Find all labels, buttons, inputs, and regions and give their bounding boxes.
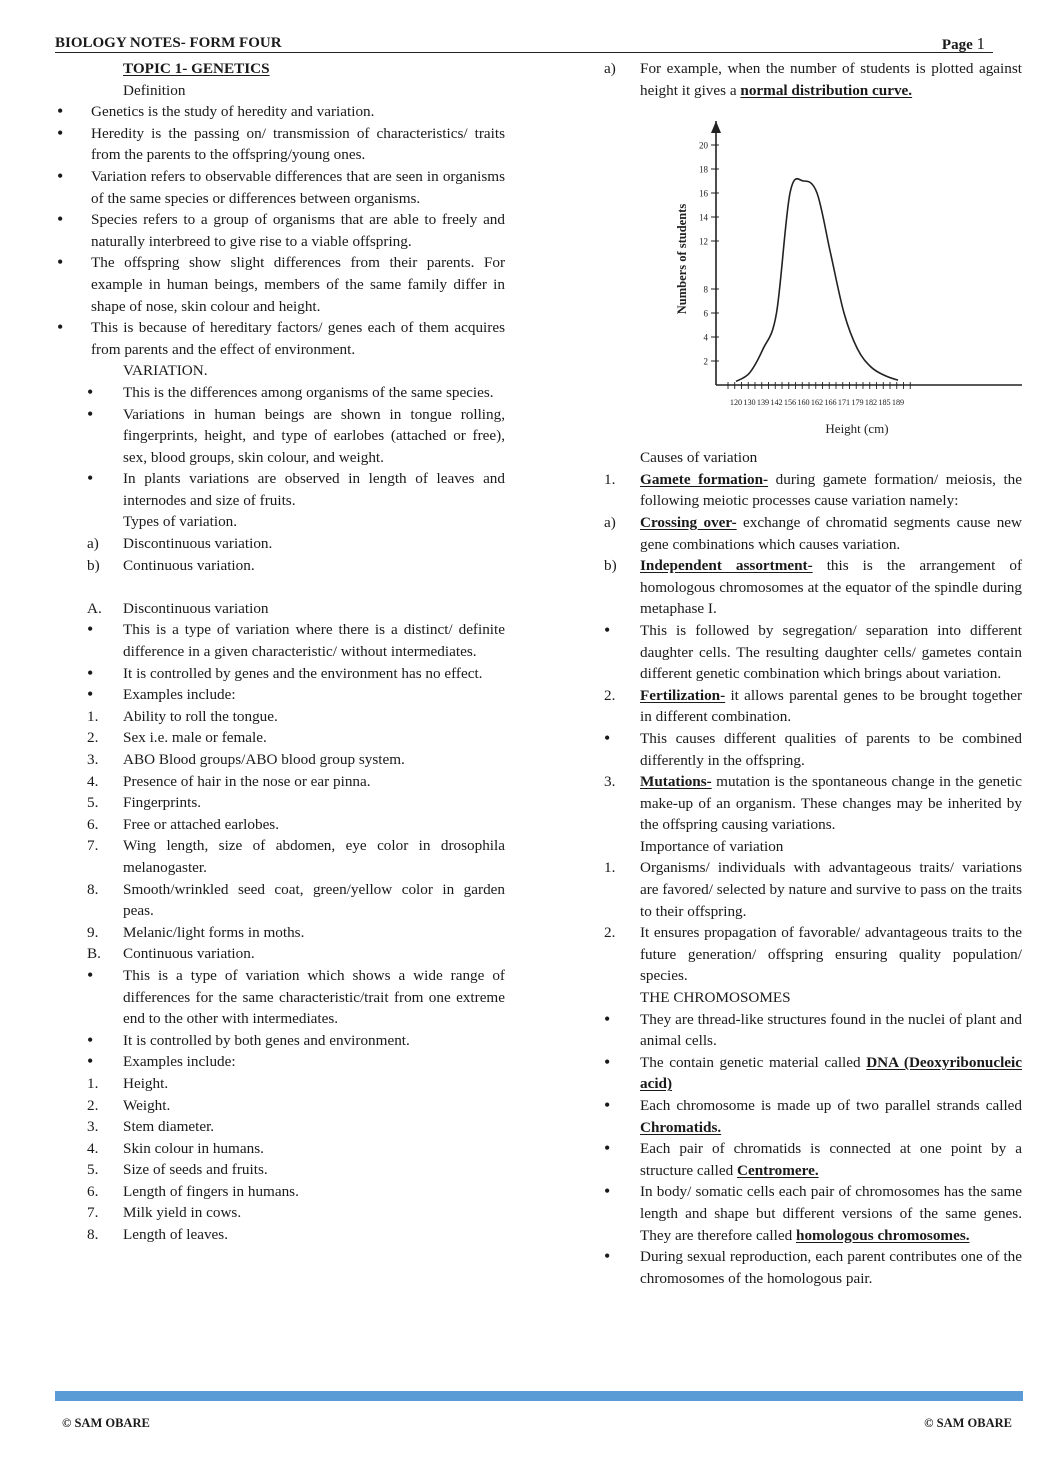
definition-bullet: • Genetics is the study of heredity and variation. xyxy=(57,101,375,122)
types-list xyxy=(55,533,505,576)
x-axis-label: Height (cm) xyxy=(825,421,889,437)
y-axis-arrow xyxy=(711,121,721,133)
discontinuous-example: 9. Melanic/light forms in moths. xyxy=(87,923,305,941)
footer-copyright-right: © SAM OBARE xyxy=(924,1416,1012,1430)
page-header xyxy=(55,34,993,53)
definition-bullet: • Species refers to a group of organisms that are able to freely and naturally interbreed to give rise to a viable offspring. xyxy=(57,209,505,250)
discontinuous-example: 7. Wing length, size of abdomen, eye color in drosophila melanogaster. xyxy=(87,837,505,876)
importance-label: Importance of variation xyxy=(640,837,784,855)
cause-crossing-over: a) Crossing over- exchange of chromatid segments cause new gene combinations which causes variation. xyxy=(604,513,1022,553)
x-tick-label: 142 xyxy=(770,398,783,408)
discontinuous-example: 3. ABO Blood groups/ABO blood group system. xyxy=(87,751,405,768)
chromosome-bullet: • Each pair of chromatids is connected at one point by a structure called Centromere. xyxy=(604,1138,1022,1179)
x-tick-label: 179 xyxy=(851,398,864,408)
continuous-example: 8. Length of leaves. xyxy=(87,1226,229,1244)
discontinuous-example: 1. Ability to roll the tongue. xyxy=(87,707,278,725)
y-tick-label: 16 xyxy=(699,188,708,199)
normal-distribution-chart xyxy=(604,109,1022,447)
section-b-bullet: • Examples include: xyxy=(87,1051,236,1072)
page-number: Page 1 xyxy=(941,34,985,53)
x-tick-label: 166 xyxy=(824,398,837,408)
section-a-bullets xyxy=(55,619,505,705)
definition-bullet: • This is because of hereditary factors/ genes each of them acquires from parents and the effect of environment. xyxy=(57,317,505,358)
continuous-example: 5. Size of seeds and fruits. xyxy=(87,1161,268,1179)
variation-type-item: a) Discontinuous variation. xyxy=(87,535,273,553)
y-tick-label: 6 xyxy=(703,308,708,319)
variation-list xyxy=(55,382,505,512)
cause-independent-assortment: b) Independent assortment- this is the arrangement of homologous chromosomes at the equator of the spindle during metaphase I. xyxy=(604,557,1022,618)
variation-bullet: • Variations in human beings are shown in tongue rolling, fingerprints, height, and type of earlobes (attached or free), sex, blood groups, skin colour, and weight. xyxy=(87,403,505,466)
x-tick-label: 130 xyxy=(743,398,756,408)
variation-label: VARIATION. xyxy=(123,362,208,380)
chromosome-bullet: • During sexual reproduction, each parent contributes one of the chromosomes of the homologous pair. xyxy=(604,1246,1022,1287)
cause-mutations: 3. Mutations- mutation is the spontaneous change in the genetic make-up of an organism. These changes may be inherited by the offspring causing variations. xyxy=(604,773,1023,834)
y-tick-label: 20 xyxy=(699,140,708,151)
x-tick-label: 120 xyxy=(729,398,743,408)
continuous-example: 3. Stem diameter. xyxy=(87,1118,215,1136)
section-b-bullet: • This is a type of variation which shows a wide range of differences for the same characteristic/trait from one extreme end to the other with intermediates. xyxy=(87,964,505,1028)
intro-paragraph: a) For example, when the number of students is plotted against height it gives a normal distribution curve. xyxy=(604,60,1022,99)
definition-bullet: • Variation refers to observable differences that are seen in organisms of the same species or differences between organisms. xyxy=(57,165,505,207)
fertilization-bullet: • This causes different qualities of parents to be combined differently in the offspring. xyxy=(604,727,1022,769)
discontinuous-example: 4. Presence of hair in the nose or ear pinna. xyxy=(87,772,371,790)
x-tick-label: 156 xyxy=(783,398,797,408)
section-a-heading: A. Discontinuous variation xyxy=(87,599,269,617)
section-b-examples xyxy=(55,1073,505,1246)
discontinuous-example: 2. Sex i.e. male or female. xyxy=(87,729,267,747)
y-tick-label: 2 xyxy=(703,356,708,367)
continuous-example: 6. Length of fingers in humans. xyxy=(87,1182,299,1200)
continuous-example: 1. Height. xyxy=(87,1074,169,1092)
definition-list xyxy=(55,101,505,360)
topic-heading: TOPIC 1- GENETICS xyxy=(123,60,270,77)
variation-bullet: • In plants variations are observed in length of leaves and internodes and size of fruits. xyxy=(87,468,505,509)
x-tick-label: 185 xyxy=(878,398,891,408)
discontinuous-example: 8. Smooth/wrinkled seed coat, green/yellow color in garden peas. xyxy=(87,880,505,920)
y-tick-label: 4 xyxy=(703,332,708,343)
section-a-bullet: • It is controlled by genes and the environment has no effect. xyxy=(87,662,483,683)
cause-gamete-formation: 1. Gamete formation- during gamete formation/ meiosis, the following meiotic processes cause variation namely: xyxy=(604,470,1022,510)
x-tick-label: 139 xyxy=(756,398,770,408)
definition-bullet: • The offspring show slight differences from their parents. For example in human beings, members of the same family differ in shape of nose, skin colour and height. xyxy=(57,252,505,315)
segregation-bullet: • This is followed by segregation/ separation into different daughter cells. The resulting daughter cells/ gametes contain different genetic combination which brings about variation. xyxy=(604,619,1022,683)
section-a-bullet: • This is a type of variation where there is a distinct/ definite difference in a given characteristic/ without intermediates. xyxy=(87,619,505,661)
chromosome-bullet: • The contain genetic material called DNA (Deoxyribonucleic acid) xyxy=(604,1051,1022,1093)
x-tick-label: 162 xyxy=(810,398,824,408)
y-axis-label: Numbers of students xyxy=(675,203,689,315)
importance-list xyxy=(604,857,1022,987)
chart-svg xyxy=(604,109,1022,447)
section-b-bullet: • It is controlled by both genes and environment. xyxy=(87,1029,410,1050)
importance-item: 1. Organisms/ individuals with advantageous traits/ variations are favored/ selected by nature and survive to pass on the traits to their offspring. xyxy=(604,859,1022,920)
continuous-example: 4. Skin colour in humans. xyxy=(87,1139,264,1157)
definition-label: Definition xyxy=(123,81,186,99)
right-column xyxy=(604,58,1022,1289)
importance-item: 2. It ensures propagation of favorable/ advantageous traits to the future generation/ offspring ensuring quality population/ species. xyxy=(604,924,1022,985)
discontinuous-example: 5. Fingerprints. xyxy=(87,794,202,812)
y-tick-label: 18 xyxy=(699,164,708,175)
variation-bullet: • This is the differences among organisms of the same species. xyxy=(87,381,494,402)
types-label: Types of variation. xyxy=(123,513,238,531)
y-tick-label: 8 xyxy=(703,284,708,295)
section-b-bullets xyxy=(55,965,505,1073)
x-tick-label: 189 xyxy=(891,398,905,408)
causes-label: Causes of variation xyxy=(640,449,758,467)
continuous-example: 2. Weight. xyxy=(87,1096,171,1114)
variation-type-item: b) Continuous variation. xyxy=(87,556,255,574)
y-tick-label: 14 xyxy=(699,212,708,223)
distribution-curve xyxy=(736,179,898,382)
cause-fertilization: 2. Fertilization- it allows parental genes to be brought together in different combination. xyxy=(604,686,1023,726)
footer-copyright-left: © SAM OBARE xyxy=(62,1416,150,1430)
y-tick-label: 12 xyxy=(699,236,708,247)
chromosomes-heading: THE CHROMOSOMES xyxy=(640,989,791,1007)
x-tick-label: 171 xyxy=(837,398,851,408)
discontinuous-example: 6. Free or attached earlobes. xyxy=(87,815,280,833)
section-a-examples xyxy=(55,706,505,944)
section-a-bullet: • Examples include: xyxy=(87,684,236,705)
continuous-example: 7. Milk yield in cows. xyxy=(87,1204,242,1222)
left-column xyxy=(55,58,505,1246)
document-title: BIOLOGY NOTES- FORM FOUR xyxy=(55,35,282,51)
chromosome-bullet: • In body/ somatic cells each pair of chromosomes has the same length and shape but different versions of the same genes. They are therefore called homologous chromosomes. xyxy=(604,1181,1022,1244)
definition-bullet: • Heredity is the passing on/ transmission of characteristics/ traits from the parents to the offspring/young ones. xyxy=(57,122,505,164)
chromosome-bullet: • Each chromosome is made up of two parallel strands called Chromatids. xyxy=(604,1095,1022,1136)
chromosome-bullet: • They are thread-like structures found in the nuclei of plant and animal cells. xyxy=(604,1008,1022,1050)
x-tick-label: 160 xyxy=(797,398,810,408)
section-b-heading: B. Continuous variation. xyxy=(87,945,255,963)
x-tick-label: 182 xyxy=(864,398,878,408)
footer-bar xyxy=(55,1391,1023,1401)
